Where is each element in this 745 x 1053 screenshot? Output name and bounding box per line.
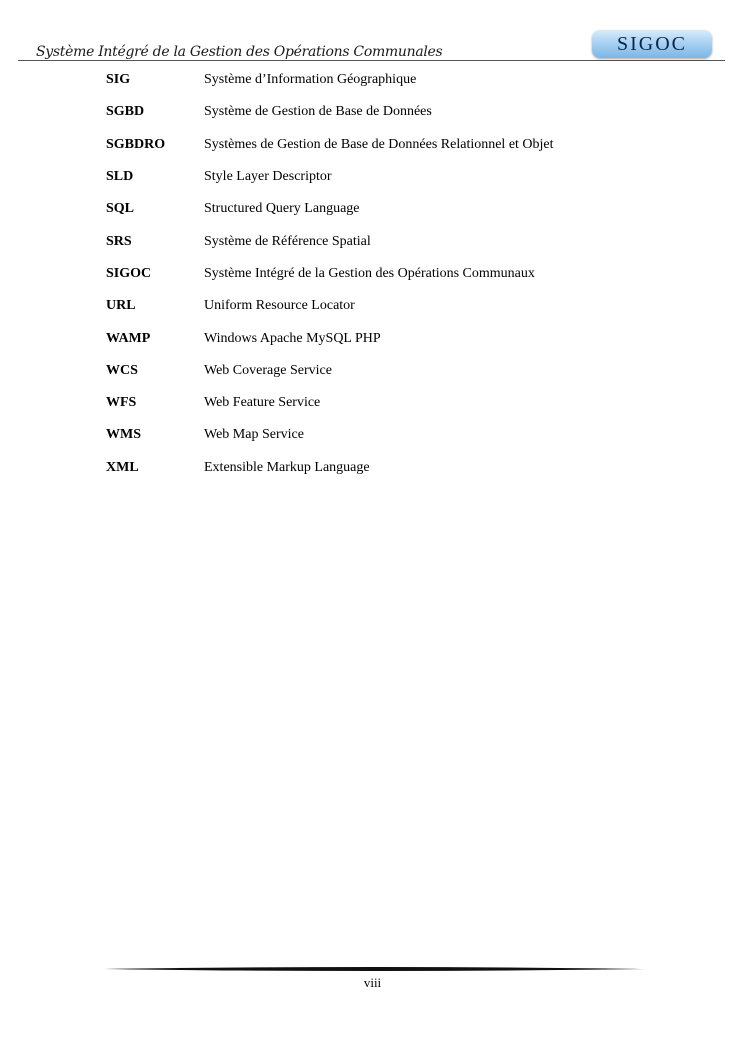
glossary-abbreviation: SIGOC xyxy=(106,265,152,281)
glossary-row xyxy=(106,452,666,484)
header-title: Système Intégré de la Gestion des Opérations Communales xyxy=(36,44,443,60)
glossary-row xyxy=(106,258,666,290)
glossary-definition: Windows Apache MySQL PHP xyxy=(204,330,381,346)
glossary-abbreviation: WAMP xyxy=(106,330,151,346)
glossary-definition: Extensible Markup Language xyxy=(204,459,370,475)
glossary-row xyxy=(106,419,666,451)
glossary-definition: Web Feature Service xyxy=(204,395,321,411)
page-number: viii xyxy=(363,975,382,990)
page-header xyxy=(0,0,745,70)
glossary-abbreviation: SIG xyxy=(106,72,131,88)
glossary-abbreviation: URL xyxy=(106,298,136,314)
glossary-abbreviation: SQL xyxy=(106,201,135,217)
sigoc-logo xyxy=(592,30,712,58)
glossary-definition: Système d’Information Géographique xyxy=(204,72,417,88)
glossary-abbreviation: SRS xyxy=(106,233,132,249)
glossary-row xyxy=(106,161,666,193)
glossary-definition: Structured Query Language xyxy=(204,201,360,217)
glossary-definition: Systèmes de Gestion de Base de Données Relationnel et Objet xyxy=(204,136,554,152)
glossary-row xyxy=(106,129,666,161)
glossary-row xyxy=(106,387,666,419)
glossary-abbreviation: SLD xyxy=(106,169,134,185)
glossary-row xyxy=(106,225,666,257)
glossary-row xyxy=(106,355,666,387)
header-rule xyxy=(18,60,725,61)
glossary-abbreviation: WFS xyxy=(106,395,137,411)
glossary-row xyxy=(106,64,666,96)
glossary-row xyxy=(106,322,666,354)
abbreviation-glossary xyxy=(106,64,666,484)
glossary-row xyxy=(106,290,666,322)
footer-rule xyxy=(104,966,644,972)
glossary-definition: Système de Référence Spatial xyxy=(204,233,371,249)
glossary-abbreviation: SGBDRO xyxy=(106,136,166,152)
glossary-definition: Web Coverage Service xyxy=(204,362,332,378)
glossary-abbreviation: SGBD xyxy=(106,104,145,120)
glossary-abbreviation: XML xyxy=(106,459,139,475)
glossary-definition: Système de Gestion de Base de Données xyxy=(204,104,432,120)
glossary-definition: Uniform Resource Locator xyxy=(204,298,355,314)
glossary-abbreviation: WMS xyxy=(106,427,141,443)
logo-text: SIGOC xyxy=(616,32,687,55)
glossary-definition: Système Intégré de la Gestion des Opérations Communaux xyxy=(204,265,535,281)
glossary-definition: Style Layer Descriptor xyxy=(204,169,332,185)
glossary-row xyxy=(106,193,666,225)
glossary-abbreviation: WCS xyxy=(106,362,138,378)
glossary-definition: Web Map Service xyxy=(204,427,304,443)
glossary-row xyxy=(106,96,666,128)
